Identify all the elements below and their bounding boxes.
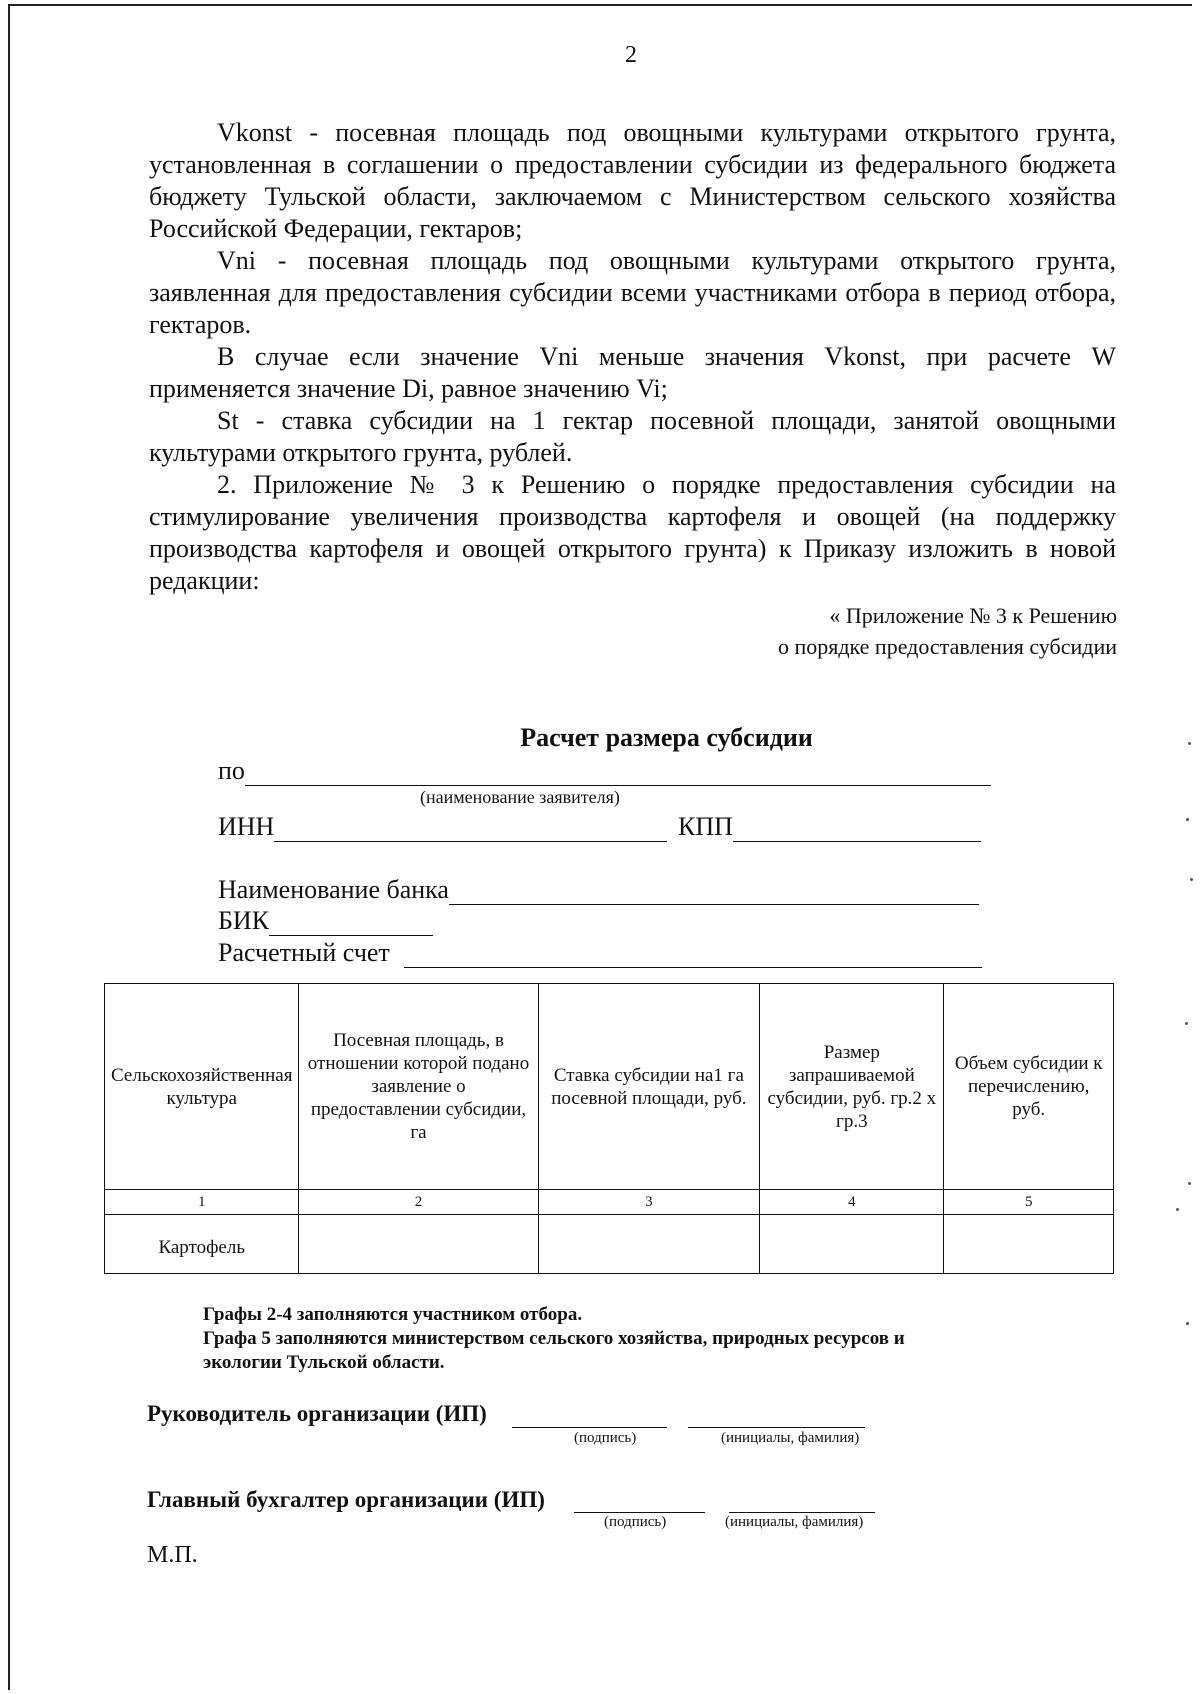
table-number-row: [105, 1190, 1114, 1215]
head-name-line[interactable]: [688, 1427, 865, 1428]
col-num-4: 4: [760, 1190, 944, 1215]
header-crop: Сельскохозяйственная культура: [105, 984, 299, 1190]
cell-requested[interactable]: [760, 1215, 944, 1274]
header-requested: Размер запрашиваемой субсидии, руб. гр.2 х гр.3: [760, 984, 944, 1190]
bank-line[interactable]: [449, 878, 979, 905]
scan-speck: [1186, 1322, 1189, 1325]
header-rate: Ставка субсидии на1 га посевной площади, руб.: [538, 984, 760, 1190]
bik-line[interactable]: [269, 909, 433, 936]
body-text: [149, 117, 1116, 597]
appendix-reference: [778, 600, 1117, 662]
account-label: Расчетный счет: [218, 938, 390, 967]
kpp-field: [678, 810, 981, 842]
account-field: [218, 936, 982, 968]
note-line-1: Графы 2-4 заполняются участником отбора.: [203, 1304, 583, 1325]
note-line-2: Графа 5 заполняются министерством сельского хозяйства, природных ресурсов и: [203, 1328, 905, 1349]
accountant-name-line[interactable]: [729, 1512, 875, 1513]
paragraph-item-2: 2. Приложение № 3 к Решению о порядке предоставления субсидии на стимулирование увеличения производства картофеля и овощей (на поддержку производства картофеля и овощей открытого грунта) к Приказу изложить в новой редакции:: [149, 470, 1116, 595]
stamp-placeholder: М.П.: [147, 1542, 198, 1568]
note-line-3: экологии Тульской области.: [203, 1352, 445, 1373]
appendix-line-1: « Приложение № 3 к Решению: [829, 603, 1117, 628]
subsidy-table: [104, 983, 1114, 1274]
header-area: Посевная площадь, в отношении которой подано заявление о предоставлении субсидии, га: [299, 984, 538, 1190]
cell-rate[interactable]: [538, 1215, 760, 1274]
inn-label: ИНН: [218, 812, 275, 841]
bik-label: БИК: [218, 906, 270, 935]
col-num-3: 3: [538, 1190, 760, 1215]
table-notes: [203, 1303, 905, 1375]
inn-field: [218, 810, 667, 842]
po-label: по: [218, 756, 245, 785]
scan-speck: [1185, 1022, 1188, 1025]
bik-field: [218, 904, 433, 936]
header-transfer: Объем субсидии к перечислению, руб.: [944, 984, 1114, 1190]
accountant-signature-hint: (подпись): [604, 1514, 667, 1530]
cell-transfer[interactable]: [944, 1215, 1114, 1274]
head-signature-label: Руководитель организации (ИП): [147, 1401, 487, 1426]
col-num-1: 1: [105, 1190, 299, 1215]
applicant-line[interactable]: [245, 759, 991, 786]
head-signature-hint: (подпись): [574, 1430, 637, 1446]
scan-speck: [1176, 1208, 1179, 1211]
table-header-row: [105, 984, 1114, 1190]
kpp-label: КПП: [678, 812, 733, 841]
accountant-signature-label: Главный бухгалтер организации (ИП): [147, 1487, 545, 1512]
accountant-signature-line[interactable]: [574, 1512, 705, 1513]
paragraph-condition: В случае если значение Vni меньше значения Vkonst, при расчете W применяется значение Di, равное значению Vi;: [149, 342, 1116, 403]
bank-label: Наименование банка: [218, 875, 449, 904]
paragraph-st: St - ставка субсидии на 1 гектар посевной площади, занятой овощными культурами открытого грунта, рублей.: [149, 406, 1116, 467]
paragraph-vkonst: Vkonst - посевная площадь под овощными культурами открытого грунта, установленная в соглашении о предоставлении субсидии из федерального бюджета бюджету Тульской области, заключаемом с Министерством сельского хозяйства Российской Федерации, гектаров;: [149, 118, 1116, 243]
applicant-hint: (наименование заявителя): [420, 787, 620, 807]
kpp-line[interactable]: [733, 815, 981, 842]
page-number: 2: [625, 42, 637, 68]
cell-crop: Картофель: [105, 1215, 299, 1274]
bank-field: [218, 873, 979, 905]
accountant-name-hint: (инициалы, фамилия): [725, 1514, 864, 1530]
page-border-top: [8, 4, 1192, 6]
account-line[interactable]: [404, 941, 982, 968]
head-signature-line[interactable]: [512, 1427, 667, 1428]
col-num-5: 5: [944, 1190, 1114, 1215]
page-border-left: [8, 4, 10, 1690]
scan-speck: [1190, 878, 1193, 881]
scan-speck: [1188, 1182, 1191, 1185]
inn-line[interactable]: [274, 815, 667, 842]
head-name-hint: (инициалы, фамилия): [721, 1430, 860, 1446]
cell-area[interactable]: [299, 1215, 538, 1274]
form-title: Расчет размера субсидии: [520, 723, 813, 752]
col-num-2: 2: [299, 1190, 538, 1215]
scan-speck: [1188, 742, 1191, 745]
applicant-field: [218, 754, 991, 786]
scan-speck: [1186, 818, 1189, 821]
appendix-line-2: о порядке предоставления субсидии: [777, 634, 1117, 659]
paragraph-vni: Vni - посевная площадь под овощными культурами открытого грунта, заявленная для предоставления субсидии всеми участниками отбора в период отбора, гектаров.: [149, 246, 1116, 339]
table-row: [105, 1215, 1114, 1274]
